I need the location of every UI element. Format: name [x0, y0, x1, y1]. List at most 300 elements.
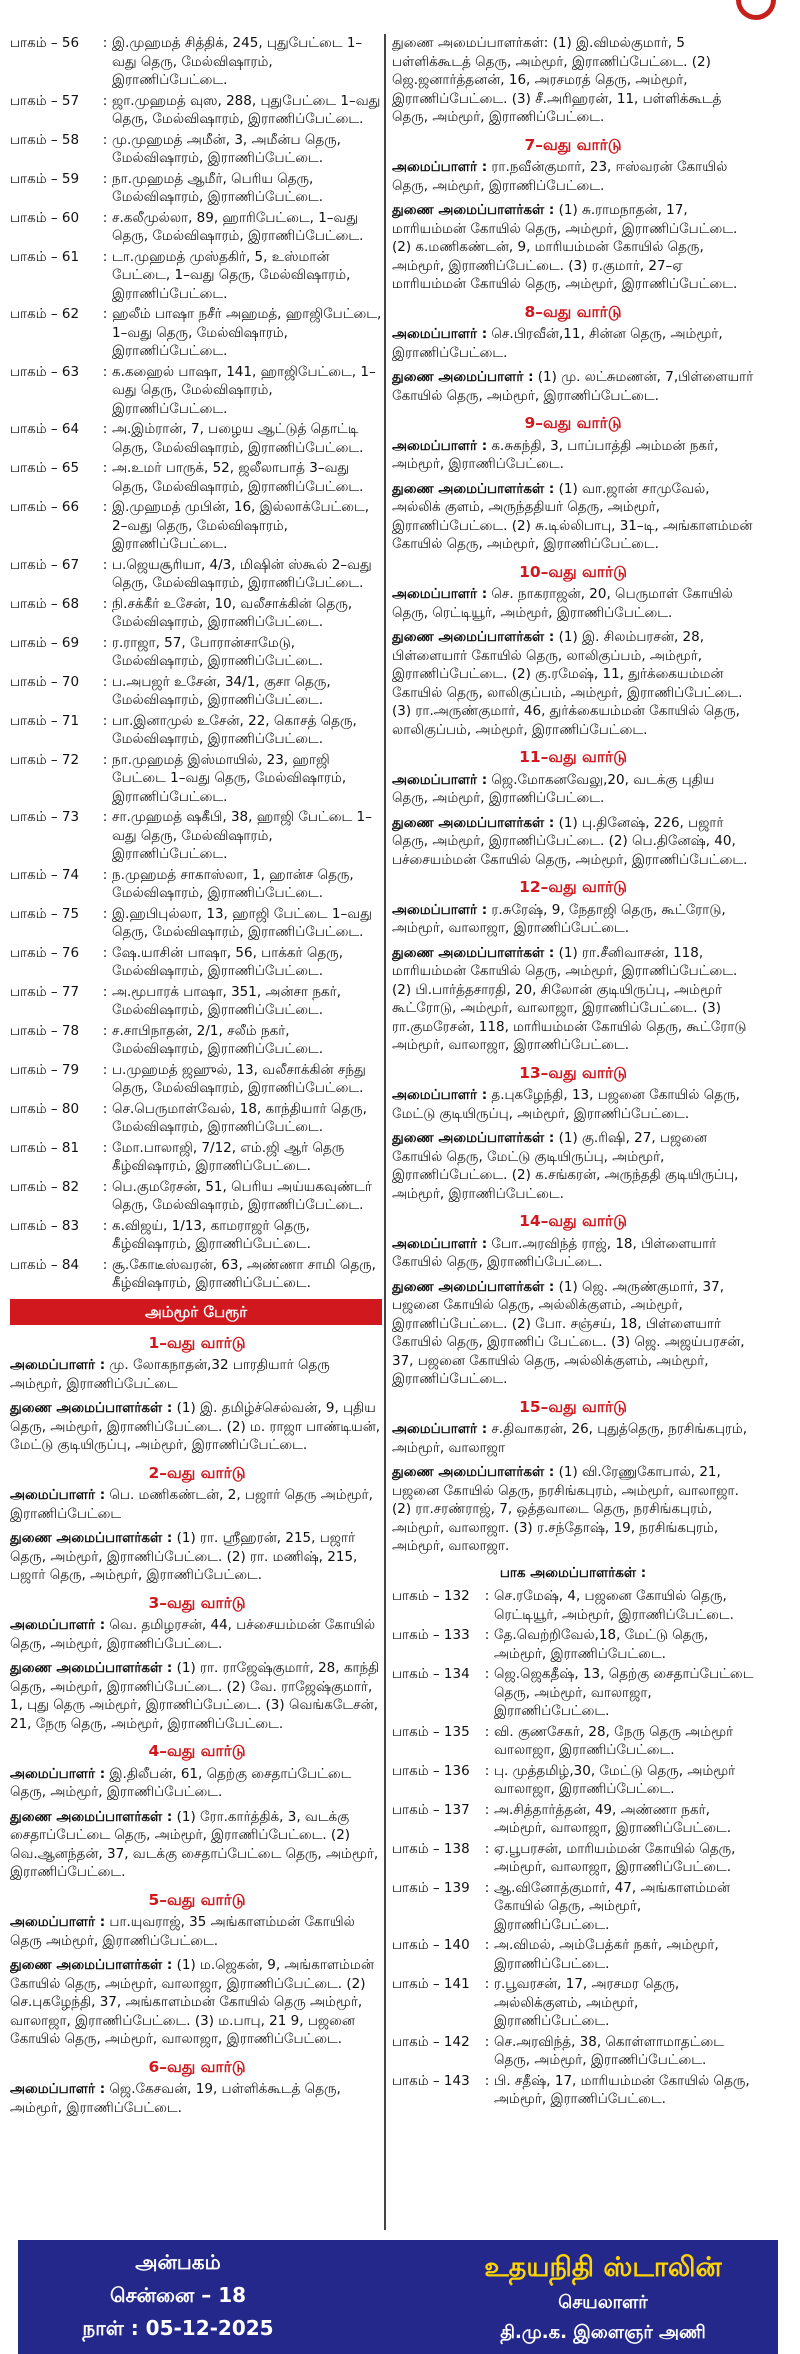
booth-row — [10, 363, 384, 419]
separator-colon: : — [102, 1100, 108, 1117]
separator-colon: : — [102, 92, 108, 109]
organizer-label: அமைப்பாளர் : — [10, 1765, 106, 1782]
ward-organizer — [10, 1486, 384, 1523]
ward-deputies — [10, 1399, 384, 1455]
ward-block — [392, 1212, 754, 1389]
organizer-text: போ.அரவிந்த் ராஜ், 18, பிள்ளையார் கோயில் தெரு, இராணிப்பேட்டை. — [392, 1235, 717, 1270]
ward-title: 6–வது வார்டு — [148, 2057, 246, 2076]
booth-number: பாகம் – 66 — [10, 499, 80, 515]
separator-colon: : — [102, 1256, 108, 1273]
booth-number: பாகம் – 73 — [10, 809, 80, 825]
booth-number: பாகம் – 132 — [392, 1588, 470, 1604]
deputies-text: (1) ம.ஜெகன், 9, அங்காளம்மன் கோயில் தெரு, அம்மூர், வாலாஜா, இராணிப்பேட்டை. (2) செ.புகழேந்தி, 37, அங்காளம்மன் கோயில் தெரு அம்மூர், வாலாஜா, இராணிப்பேட்டை. (3) ம.பாபு, 21 9, பஜனை கோயில் தெரு, அம்மூர், வாலாஜா, இராணிப்பேட்டை. — [10, 1957, 374, 2047]
ward-block — [392, 414, 754, 554]
separator-colon: : — [484, 1588, 490, 1604]
booth-organizer: நி.சக்கீர் உசேன், 10, வலீசாக்கின் தெரு, மேல்விஷாரம், இராணிப்பேட்டை. — [112, 595, 353, 630]
booth-row — [10, 131, 384, 168]
booth-number: பாகம் – 142 — [392, 2033, 470, 2050]
organizer-label: அமைப்பாளர் : — [10, 1357, 106, 1373]
ward-title: 12–வது வார்டு — [519, 878, 627, 896]
booth-row — [392, 1587, 754, 1624]
booth-row — [10, 498, 384, 554]
signatory-name: உதயநிதி ஸ்டாலின் — [484, 2252, 722, 2283]
deputies-label: துணை அமைப்பாளர்கள் : — [392, 480, 555, 497]
booth-organizer: இ.முஹமத் முபின், 16, இல்லாக்பேட்டை, 2–வது தெரு, மேல்விஷாரம், இராணிப்பேட்டை. — [112, 499, 370, 552]
booth-organizer: ஷே.யாசின் பாஷா, 56, பாக்கர் தெரு, மேல்விஷாரம், இராணிப்பேட்டை. — [112, 944, 343, 979]
booth-number: பாகம் – 134 — [392, 1666, 470, 1682]
separator-colon: : — [484, 1840, 490, 1857]
booth-number: பாகம் – 69 — [10, 634, 80, 651]
booth-organizer: ஜா.முஹமத் வுஸ, 288, புதுபேட்டை 1–வது தெரு, மேல்விஷாரம், இராணிப்பேட்டை. — [112, 92, 381, 127]
booth-organizer: ஜெ.ஜெகதீஷ், 13, தெற்கு சைதாப்பேட்டை தெரு, அம்மூர், வாலாஜா, இராணிப்பேட்டை. — [494, 1666, 754, 1719]
booth-organizer: இ.ஹபிபுல்லா, 13, ஹாஜி பேட்டை 1–வது தெரு, மேல்விஷாரம், இராணிப்பேட்டை. — [112, 905, 372, 940]
booth-row — [10, 944, 384, 981]
organizer-label: அமைப்பாளர் : — [392, 326, 488, 342]
deputies-text: (1) மு. லட்சுமணன், 7,பிள்ளையார் கோயில் தெரு, அம்மூர், இராணிப்பேட்டை. — [392, 369, 754, 404]
ward-organizer — [10, 1356, 384, 1393]
ward-block — [10, 1464, 384, 1585]
separator-colon: : — [102, 170, 108, 187]
organizer-label: அமைப்பாளர் : — [392, 586, 488, 602]
ward-block — [10, 1594, 384, 1734]
booth-number: பாகம் – 84 — [10, 1256, 80, 1273]
ward-title: 7–வது வார்டு — [524, 135, 622, 154]
ward-organizer — [392, 325, 754, 362]
booth-number: பாகம் – 65 — [10, 460, 80, 476]
ward-organizer — [392, 585, 754, 622]
booth-number: பாகம் – 67 — [10, 556, 80, 573]
ward-deputies — [392, 1129, 754, 1203]
booth-number: பாகம் – 137 — [392, 1801, 470, 1818]
town-section-band: அம்மூர் பேரூர் — [10, 1299, 382, 1325]
organizer-text: பெ. மணிகண்டன், 2, பஜார் தெரு அம்மூர், இராணிப்பேட்டை — [10, 1487, 373, 1522]
ward-block — [392, 1064, 754, 1204]
ward-deputies — [392, 944, 754, 1055]
booth-row — [392, 1723, 754, 1760]
booth-organizer: ர.ராஜா, 57, போரான்சாமேடு, மேல்விஷாரம், இராணிப்பேட்டை. — [112, 634, 324, 669]
booth-organizer: ச.கலீமுல்லா, 89, ஹாரிபேட்டை, 1–வது தெரு, மேல்விஷாரம், இராணிப்பேட்டை. — [112, 209, 364, 244]
ward-block — [392, 303, 754, 406]
booth-row — [10, 1178, 384, 1215]
organizer-label: அமைப்பாளர் : — [392, 1235, 488, 1252]
booth-row — [392, 1762, 754, 1799]
booth-organizer: பா.இனாமுல் உசேன், 22, கொசத் தெரு, மேல்விஷாரம், இராணிப்பேட்டை. — [112, 712, 357, 747]
booth-number: பாகம் – 72 — [10, 751, 80, 768]
separator-colon: : — [102, 595, 108, 612]
ward-deputies — [10, 1529, 384, 1585]
booth-organizer: ஆ.வினோத்குமார், 47, அங்காளம்மன் கோயில் தெரு, அம்மூர், இராணிப்பேட்டை. — [494, 1879, 730, 1933]
booth-row — [10, 808, 384, 864]
ward-block — [392, 136, 754, 294]
booth-row — [392, 1936, 754, 1973]
ward-block — [392, 878, 754, 1055]
separator-colon: : — [102, 363, 108, 380]
organizer-text: ச.திவாகரன், 26, புதுத்தெரு, நரசிங்கபுரம், அம்மூர், வாலாஜா — [392, 1421, 748, 1456]
corner-logo-arc — [736, 0, 776, 20]
signatory-org: தி.மு.க. இளைஞர் அணி — [500, 2322, 706, 2343]
booth-number: பாகம் – 76 — [10, 944, 80, 961]
ward-title: 11–வது வார்டு — [519, 748, 627, 766]
organizer-label: அமைப்பாளர் : — [392, 901, 488, 918]
separator-colon: : — [102, 1178, 108, 1195]
booth-organizer: மோ.பாலாஜி, 7/12, எம்.ஜி ஆர் தெரு கீழ்விஷாரம், இராணிப்பேட்டை. — [112, 1139, 345, 1174]
booth-number: பாகம் – 59 — [10, 170, 80, 187]
separator-colon: : — [484, 2072, 490, 2089]
booth-number: பாகம் – 74 — [10, 866, 80, 883]
deputies-label: துணை அமைப்பாளர்கள் : — [392, 629, 555, 645]
booth-number: பாகம் – 71 — [10, 712, 80, 729]
footer-banner — [18, 2240, 778, 2354]
deputies-label: துணை அமைப்பாளர் : — [392, 369, 534, 385]
booth-row — [10, 751, 384, 807]
booth-number: பாகம் – 57 — [10, 92, 80, 109]
booth-row — [392, 1879, 754, 1935]
organizer-text: ஜெ.மோகனவேலு,20, வடக்கு புதிய தெரு, அம்மூர், இராணிப்பேட்டை. — [392, 771, 715, 806]
separator-colon: : — [484, 1666, 490, 1682]
ward-block — [10, 2058, 384, 2118]
booth-row — [10, 459, 384, 496]
organizer-text: வெ. தமிழரசன், 44, பச்சையம்மன் கோயில் தெரு, அம்மூர், இராணிப்பேட்டை. — [10, 1617, 376, 1652]
booth-number: பாகம் – 133 — [392, 1627, 470, 1643]
left-column — [10, 34, 384, 2230]
ward-block — [10, 1891, 384, 2049]
separator-colon: : — [102, 944, 108, 961]
ward-title: 10–வது வார்டு — [519, 562, 627, 581]
booth-row — [10, 983, 384, 1020]
ward-title: 3–வது வார்டு — [148, 1593, 246, 1612]
booth-organizer: ச.சாபிநாதன், 2/1, சலீம் நகர், மேல்விஷாரம், இராணிப்பேட்டை. — [112, 1022, 324, 1057]
booth-row — [10, 420, 384, 457]
separator-colon: : — [484, 1627, 490, 1643]
separator-colon: : — [102, 306, 108, 322]
ward-organizer — [392, 437, 754, 474]
organizer-text: ரா.நவீன்குமார், 23, ஈஸ்வரன் கோயில் தெரு, அம்மூர், இராணிப்பேட்டை. — [392, 159, 728, 194]
organizer-text: ஜெ.கேசவன், 19, பள்ளிக்கூடத் தெரு, அம்மூர், இராணிப்பேட்டை. — [10, 2081, 341, 2116]
booth-row — [10, 1139, 384, 1176]
organizer-text: மு. லோகநாதன்,32 பாரதியார் தெரு அம்மூர், இராணிப்பேட்டை — [10, 1357, 330, 1392]
separator-colon: : — [102, 35, 108, 51]
deputies-label: துணை அமைப்பாளர்கள் : — [392, 944, 555, 961]
footer-date: நாள் : 05-12-2025 — [82, 2316, 274, 2340]
booth-row — [10, 1100, 384, 1137]
deputies-label: துணை அமைப்பாளர்கள் : — [10, 1957, 173, 1973]
ward-block — [10, 1742, 384, 1882]
separator-colon: : — [484, 1723, 490, 1740]
column-divider — [384, 34, 386, 2230]
organizer-text: பா.யுவராஜ், 35 அங்காளம்மன் கோயில் தெரு அம்மூர், இராணிப்பேட்டை. — [10, 1914, 355, 1949]
booth-organizer: அ.விமல், அம்பேத்கர் நகர், அம்மூர், இராணிப்பேட்டை. — [494, 1937, 719, 1972]
wards-list-left — [10, 1334, 384, 2118]
separator-colon: : — [102, 809, 108, 825]
booth-row — [10, 209, 384, 246]
separator-colon: : — [484, 1879, 490, 1896]
booth-organizer: பு. முத்தமிழ்,30, மேட்டு தெரு, அம்மூர் வாலாஜா, இராணிப்பேட்டை. — [494, 1762, 736, 1797]
wards-list-right — [392, 136, 754, 1556]
ward-deputies — [392, 1278, 754, 1389]
organizer-label: அமைப்பாளர் : — [392, 771, 488, 788]
organizer-label: அமைப்பாளர் : — [392, 437, 488, 454]
booth-row — [10, 634, 384, 671]
booth-organizer: அ.மூபாரக் பாஷா, 351, அன்சா நகர், மேல்விஷாரம், இராணிப்பேட்டை. — [112, 983, 341, 1018]
separator-colon: : — [102, 131, 108, 148]
booth-organizer: ப.முஹமத் ஜஹுல், 13, வலீசாக்கின் சந்து தெரு, மேல்விஷாரம், இராணிப்பேட்டை. — [112, 1061, 366, 1096]
ward-title: 13–வது வார்டு — [519, 1063, 627, 1082]
ward-organizer — [392, 771, 754, 808]
booth-row — [10, 1217, 384, 1254]
organizer-text: ர.சுரேஷ், 9, நேதாஜி தெரு, கூட்ரோடு, அம்மூர், வாலாஜா, இராணிப்பேட்டை. — [392, 901, 726, 936]
booth-organizer: ப.அபஜர் உசேன், 34/1, குசா தெரு, மேல்விஷாரம், இராணிப்பேட்டை. — [112, 673, 331, 708]
booth-number: பாகம் – 58 — [10, 131, 80, 148]
deputies-text: (1) வி.ரேணுகோபால், 21, பஜனை கோயில் தெரு, நரசிங்கபுரம், அம்மூர், வாலாஜா. (2) ரா.சரண்ராஜ், 7, ஒத்தவாடை தெரு, நரசிங்கபுரம், அம்மூர், வாலாஜா. (3) ர.சந்தோஷ், 19, நரசிங்கபுரம், அம்மூர், வாலாஜா. — [392, 1464, 739, 1554]
booth-organizer: ர.பூவரசன், 17, அரசமர தெரு, அல்லிக்குளம், அம்மூர், இராணிப்பேட்டை. — [494, 1976, 680, 2029]
booth-organizer-list-left — [10, 34, 384, 1293]
booth-organizer: சூ.கோடீஸ்வரன், 63, அண்ணா சாமி தெரு, கீழ்விஷாரம், இராணிப்பேட்டை. — [112, 1256, 376, 1291]
booth-row — [10, 1061, 384, 1098]
booth-number: பாகம் – 82 — [10, 1178, 80, 1195]
separator-colon: : — [102, 634, 108, 651]
booth-number: பாகம் – 68 — [10, 595, 80, 612]
booth-row — [392, 1626, 754, 1663]
ward-block — [392, 748, 754, 869]
ward-deputies — [392, 814, 754, 870]
deputies-label: துணை அமைப்பாளர்கள் : — [10, 1660, 173, 1676]
booth-number: பாகம் – 62 — [10, 306, 80, 322]
separator-colon: : — [102, 499, 108, 515]
organizer-label: அமைப்பாளர் : — [392, 1087, 488, 1103]
booth-number: பாகம் – 60 — [10, 209, 80, 226]
organizer-text: செ. நாகராஜன், 20, பெருமாள் கோயில் தெரு, ரெட்டியூர், அம்மூர், இராணிப்பேட்டை. — [392, 586, 733, 621]
organizer-text: இ.திலீபன், 61, தெற்கு சைதாப்பேட்டை தெரு, அம்மூர், இராணிப்பேட்டை. — [10, 1765, 352, 1800]
booth-number: பாகம் – 141 — [392, 1976, 470, 1992]
booth-row — [392, 1665, 754, 1721]
booth-organizers-heading: பாக அமைப்பாளர்கள் : — [499, 1564, 647, 1581]
organizer-text: செ.பிரவீன்,11, சின்ன தெரு, அம்மூர், இராணிப்பேட்டை. — [392, 326, 723, 361]
deputies-text: (1) இ. சிலம்பரசன், 28, பிள்ளையார் கோயில் தெரு, லாலிகுப்பம், அம்மூர், இராணிப்பேட்டை. (2) கு.ரமேஷ், 11, துர்க்கையம்மன் கோயில் தெரு, லாலிகுப்பம், அம்மூர், இராணிப்பேட்டை. (3) ரா.அருண்குமார், 46, துர்க்கையம்மன் கோயில் தெரு, லாலிகுப்பம், அம்மூர், இராணிப்பேட்டை. — [392, 629, 743, 738]
deputies-text: (1) ரா.சீனிவாசன், 118, மாரியம்மன் கோயில் தெரு, அம்மூர், இராணிப்பேட்டை. (2) பி.பார்த்தசாரதி, 20, சிலோன் குடியிருப்பு, அம்மூர் கூட்ரோடு, அம்மூர், வாலாஜா, இராணிப்பேட்டை. (3) ரா.குமரேசன், 118, மாரியம்மன் கோயில் தெரு, கூட்ரோடு அம்மூர், வாலாஜா, இராணிப்பேட்டை. — [392, 944, 747, 1053]
deputies-label: துணை அமைப்பாளர்கள் : — [392, 1278, 555, 1295]
ward-deputies — [10, 1956, 384, 2049]
separator-colon: : — [102, 712, 108, 729]
ward-6-deputies: துணை அமைப்பாளர்கள்: (1) இ.விமல்குமார், 5 பள்ளிக்கூடத் தெரு, அம்மூர், இராணிப்பேட்டை. (2) ஜெ.ஜனார்த்தனன், 16, அரசமரத் தெரு, அம்மூர், இராணிப்பேட்டை. (3) சீ.அரிஹரன், 11, பள்ளிக்கூடத் தெரு, அம்மூர், இராணிப்பேட்டை. — [392, 35, 722, 125]
booth-row — [10, 34, 384, 90]
booth-number: பாகம் – 83 — [10, 1217, 80, 1234]
separator-colon: : — [102, 905, 108, 922]
booth-organizer: பி. சதீஷ், 17, மாரியம்மன் கோயில் தெரு, அம்மூர், இராணிப்பேட்டை. — [494, 2072, 750, 2107]
booth-row — [392, 1975, 754, 2031]
booth-row — [10, 673, 384, 710]
ward-organizer — [10, 1616, 384, 1653]
separator-colon: : — [102, 751, 108, 768]
booth-number: பாகம் – 77 — [10, 983, 80, 1000]
ward-block — [392, 1398, 754, 1556]
booth-organizer: ஏ.பூபரசன், மாரியம்மன் கோயில் தெரு, அம்மூர், வாலாஜா, இராணிப்பேட்டை. — [494, 1840, 736, 1875]
ward-deputies — [392, 480, 754, 554]
ward-deputies — [392, 201, 754, 294]
booth-row — [10, 92, 384, 129]
booth-organizer-list-right — [392, 1587, 754, 2109]
deputies-text: (1) சு.ராமநாதன், 17, மாரியம்மன் கோயில் தெரு, அம்மூர், இராணிப்பேட்டை. (2) க.மணிகண்டன், 9, மாரியம்மன் கோயில் தெரு, அம்மூர், இராணிப்பேட்டை. (3) ர.குமார், 27–ஏ மாரியம்மன் கோயில் தெரு, அம்மூர், இராணிப்பேட்டை. — [392, 202, 738, 292]
ward-title: 5–வது வார்டு — [148, 1890, 246, 1909]
deputies-label: துணை அமைப்பாளர்கள் : — [392, 1464, 555, 1480]
ward-deputies — [10, 1808, 384, 1882]
deputies-text: (1) ஜெ. அருண்குமார், 37, பஜனை கோயில் தெரு, அல்லிக்குளம், அம்மூர், இராணிப்பேட்டை. (2) போ. சஞ்சய், 18, பிள்ளையார் கோயில் தெரு, இராணிப் பேட்டை. (3) ஜெ. அஜய்பரசன், 37, பஜனை கோயில் தெரு, அல்லிக்குளம், அம்மூர், இராணிப்பேட்டை. — [392, 1278, 745, 1387]
signatory-role: செயலாளர் — [558, 2292, 648, 2313]
deputies-label: துணை அமைப்பாளர்கள் : — [392, 202, 555, 218]
booth-row — [10, 248, 384, 304]
booth-row — [10, 170, 384, 207]
separator-colon: : — [102, 1022, 108, 1039]
separator-colon: : — [484, 1937, 490, 1953]
booth-row — [10, 1022, 384, 1059]
deputies-label: துணை அமைப்பாளர்கள் : — [10, 1400, 173, 1416]
booth-row — [10, 595, 384, 632]
separator-colon: : — [102, 1061, 108, 1078]
booth-row — [392, 1840, 754, 1877]
booth-row — [10, 712, 384, 749]
organizer-text: க.சுகந்தி, 3, பாப்பாத்தி அம்மன் நகர், அம்மூர், இராணிப்பேட்டை. — [392, 437, 719, 472]
booth-organizer: பெ.குமரேசன், 51, பெரிய அய்யகவுண்டர் தெரு, மேல்விஷாரம், இராணிப்பேட்டை. — [112, 1178, 372, 1213]
ward-deputies — [392, 628, 754, 739]
footer-city: சென்னை – 18 — [109, 2283, 247, 2307]
booth-organizer: அ.இம்ரான், 7, பழைய ஆட்டுத் தொட்டி தெரு, மேல்விஷாரம், இராணிப்பேட்டை. — [112, 421, 364, 456]
ward-organizer — [392, 1420, 754, 1457]
booth-number: பாகம் – 63 — [10, 363, 80, 380]
booth-number: பாகம் – 135 — [392, 1723, 470, 1740]
separator-colon: : — [102, 1139, 108, 1156]
booth-row — [392, 2033, 754, 2070]
separator-colon: : — [484, 1976, 490, 1992]
booth-row — [10, 866, 384, 903]
separator-colon: : — [484, 1801, 490, 1818]
organizer-label: அமைப்பாளர் : — [392, 1421, 488, 1437]
organizer-label: அமைப்பாளர் : — [10, 1617, 106, 1633]
booth-number: பாகம் – 138 — [392, 1840, 470, 1857]
booth-organizer: மு.முஹமத் அமீன், 3, அமீன்ப தெரு, மேல்விஷாரம், இராணிப்பேட்டை. — [112, 131, 341, 166]
separator-colon: : — [102, 209, 108, 226]
booth-row — [392, 1801, 754, 1838]
booth-organizer: அ.சித்தார்த்தன், 49, அண்ணா நகர், அம்மூர், வாலாஜா, இராணிப்பேட்டை. — [494, 1801, 732, 1836]
footer-right — [438, 2248, 768, 2348]
ward-deputies — [392, 368, 754, 405]
footer-office: அன்பகம் — [135, 2250, 221, 2274]
ward-block — [10, 1334, 384, 1455]
booth-organizer: க.கஹைல் பாஷா, 141, ஹாஜிபேட்டை, 1–வது தெரு, மேல்விஷாரம், இராணிப்பேட்டை. — [112, 363, 376, 417]
deputies-label: துணை அமைப்பாளர்கள் : — [392, 814, 555, 831]
organizer-label: அமைப்பாளர் : — [392, 159, 488, 175]
separator-colon: : — [102, 421, 108, 437]
ward-organizer — [392, 1086, 754, 1123]
booth-organizer: நா.முஹமத் ஆமீர், பெரிய தெரு, மேல்விஷாரம், இராணிப்பேட்டை. — [112, 170, 324, 205]
deputies-text: (1) இ. தமிழ்ச்செல்வன், 9, புதிய தெரு, அம்மூர், இராணிப்பேட்டை. (2) ம. ராஜா பாண்டியன், மேட்டு குடியிருப்பு, அம்மூர், இராணிப்பேட்டை. — [10, 1400, 381, 1453]
ward-organizer — [10, 1913, 384, 1950]
booth-number: பாகம் – 79 — [10, 1061, 80, 1078]
booth-organizer: தே.வெற்றிவேல்,18, மேட்டு தெரு, அம்மூர், இராணிப்பேட்டை. — [494, 1627, 709, 1662]
ward-title: 1–வது வார்டு — [148, 1333, 246, 1352]
booth-row — [392, 2072, 754, 2109]
booth-organizer: சா.முஹமத் ஷகீபி, 38, ஹாஜி பேட்டை 1–வது தெரு, மேல்விஷாரம், இராணிப்பேட்டை. — [112, 809, 372, 862]
right-column — [392, 34, 754, 2230]
separator-colon: : — [102, 673, 108, 690]
booth-number: பாகம் – 140 — [392, 1937, 470, 1953]
deputies-text: (1) ரா. ஸ்ரீஹரன், 215, பஜார் தெரு, அம்மூர், இராணிப்பேட்டை. (2) ரா. மணிஷ், 215, பஜார் தெரு, அம்மூர், இராணிப்பேட்டை. — [10, 1530, 358, 1583]
booth-organizer: க.விஜய், 1/13, காமராஜர் தெரு, கீழ்விஷாரம், இராணிப்பேட்டை. — [112, 1217, 311, 1252]
deputies-text: (1) ரா. ராஜேஷ்குமார், 28, காந்தி தெரு, அம்மூர், இராணிப்பேட்டை. (2) வே. ராஜேஷ்குமார், 1, புது தெரு அம்மூர், இராணிப்பேட்டை. (3) வெங்கடேசன், 21, நேரு தெரு, அம்மூர், இராணிப்பேட்டை. — [10, 1660, 380, 1732]
separator-colon: : — [102, 248, 108, 265]
deputies-label: துணை அமைப்பாளர்கள் : — [10, 1530, 173, 1546]
booth-number: பாகம் – 56 — [10, 35, 80, 51]
organizer-label: அமைப்பாளர் : — [10, 1914, 106, 1930]
ward-title: 15–வது வார்டு — [519, 1397, 627, 1416]
booth-organizer: வி. குணசேகர், 28, நேரு தெரு அம்மூர் வாலாஜா, இராணிப்பேட்டை. — [494, 1723, 734, 1758]
ward-title: 8–வது வார்டு — [524, 302, 622, 321]
footer-left — [58, 2246, 298, 2345]
booth-row — [10, 905, 384, 942]
booth-organizer: ந.முஹமத் சாகாஸ்லா, 1, ஹான்ச தெரு, மேல்விஷாரம், இராணிப்பேட்டை. — [112, 866, 354, 901]
booth-number: பாகம் – 136 — [392, 1762, 470, 1779]
ward-organizer — [10, 2080, 384, 2117]
ward-organizer — [10, 1765, 384, 1802]
booth-number: பாகம் – 75 — [10, 905, 80, 922]
ward-organizer — [392, 158, 754, 195]
booth-number: பாகம் – 143 — [392, 2072, 470, 2089]
ward-title: 2–வது வார்டு — [148, 1463, 246, 1482]
booth-organizer: செ.அரவிந்த், 38, கொள்ளாமாதட்டை தெரு, அம்மூர், இராணிப்பேட்டை. — [494, 2033, 724, 2068]
ward-deputies — [10, 1659, 384, 1733]
booth-row — [10, 556, 384, 593]
booth-organizer: செ.ரமேஷ், 4, பஜனை கோயில் தெரு, ரெட்டியூர், அம்மூர், இராணிப்பேட்டை. — [494, 1588, 734, 1623]
ward-organizer — [392, 1235, 754, 1272]
deputies-label: துணை அமைப்பாளர்கள் : — [10, 1808, 173, 1825]
booth-number: பாகம் – 61 — [10, 248, 80, 265]
deputies-text: (1) ரோ.கார்த்திக், 3, வடக்கு சைதாப்பேட்டை தெரு, அம்மூர், இராணிப்பேட்டை. (2) வெ.ஆனந்தன், 37, வடக்கு சைதாப்பேட்டை தெரு, அம்மூர், இராணிப்பேட்டை. — [10, 1808, 379, 1880]
booth-organizer: இ.முஹமத் சித்திக், 245, புதுபேட்டை 1–வது தெரு, மேல்விஷாரம், இராணிப்பேட்டை. — [112, 35, 363, 88]
separator-colon: : — [102, 983, 108, 1000]
booth-number: பாகம் – 78 — [10, 1022, 80, 1039]
separator-colon: : — [484, 1762, 490, 1779]
booth-row — [10, 305, 384, 361]
organizer-label: அமைப்பாளர் : — [10, 1487, 106, 1503]
separator-colon: : — [102, 556, 108, 573]
ward-title: 14–வது வார்டு — [519, 1212, 627, 1230]
separator-colon: : — [102, 1217, 108, 1234]
ward-title: 9–வது வார்டு — [524, 414, 622, 432]
ward-deputies — [392, 1463, 754, 1556]
booth-organizer: டா.முஹமத் முஸ்தகிர், 5, உஸ்மான் பேட்டை, 1–வது தெரு, மேல்விஷாரம், இராணிப்பேட்டை. — [112, 248, 351, 302]
booth-number: பாகம் – 70 — [10, 673, 80, 690]
booth-organizer: செ.பெருமாள்வேல், 18, காந்தியார் தெரு, மேல்விஷாரம், இராணிப்பேட்டை. — [112, 1100, 367, 1135]
booth-organizer: நா.முஹமத் இஸ்மாயில், 23, ஹாஜி பேட்டை 1–வது தெரு, மேல்விஷாரம், இராணிப்பேட்டை. — [112, 751, 347, 805]
booth-number: பாகம் – 81 — [10, 1139, 80, 1156]
deputies-text: (1) பு.தினேஷ், 226, பஜார் தெரு, அம்மூர், இராணிப்பேட்டை. (2) பெ.தினேஷ், 40, பச்சையம்மன் கோயில் தெரு, அம்மூர், இராணிப்பேட்டை. — [392, 814, 748, 868]
organizer-label: அமைப்பாளர் : — [10, 2081, 106, 2097]
deputies-label: துணை அமைப்பாளர்கள் : — [392, 1130, 555, 1146]
ward-title: 4–வது வார்டு — [148, 1742, 246, 1760]
booth-number: பாகம் – 80 — [10, 1100, 80, 1117]
booth-organizer: ஹலீம் பாஷா நசீர் அஹமத், ஹாஜிபேட்டை, 1–வது தெரு, மேல்விஷாரம், இராணிப்பேட்டை. — [112, 306, 382, 359]
ward-organizer — [392, 901, 754, 938]
booth-organizer: ப.ஜெயசூரியா, 4/3, மிஷின் ஸ்கூல் 2–வது தெரு, மேல்விஷாரம், இராணிப்பேட்டை. — [112, 556, 372, 591]
booth-row — [10, 1256, 384, 1293]
booth-organizer: அ.உமர் பாருக், 52, ஜலீலாபாத் 3–வது தெரு, மேல்விஷாரம், இராணிப்பேட்டை. — [112, 460, 364, 495]
deputies-text: (1) கு.ரிஷி, 27, பஜனை கோயில் தெரு, மேட்டு குடியிருப்பு, அம்மூர், இராணிப்பேட்டை. (2) க.சங்கரன், அருந்ததி குடியிருப்பு, அம்மூர், இராணிப்பேட்டை. — [392, 1130, 739, 1202]
separator-colon: : — [484, 2033, 490, 2050]
separator-colon: : — [102, 866, 108, 883]
booth-number: பாகம் – 139 — [392, 1879, 470, 1896]
ward-block — [392, 563, 754, 740]
separator-colon: : — [102, 460, 108, 476]
organizer-text: த.புகழேந்தி, 13, பஜனை கோயில் தெரு, மேட்டு குடியிருப்பு, அம்மூர், இராணிப்பேட்டை. — [392, 1087, 740, 1122]
deputies-text: (1) வா.ஜான் சாமுவேல், அல்லிக் குளம், அருந்ததியர் தெரு, அம்மூர், இராணிப்பேட்டை. (2) சு.டில்லிபாபு, 31–டி, அங்காளம்மன் கோயில் தெரு, அம்மூர், இராணிப்பேட்டை. — [392, 480, 753, 552]
